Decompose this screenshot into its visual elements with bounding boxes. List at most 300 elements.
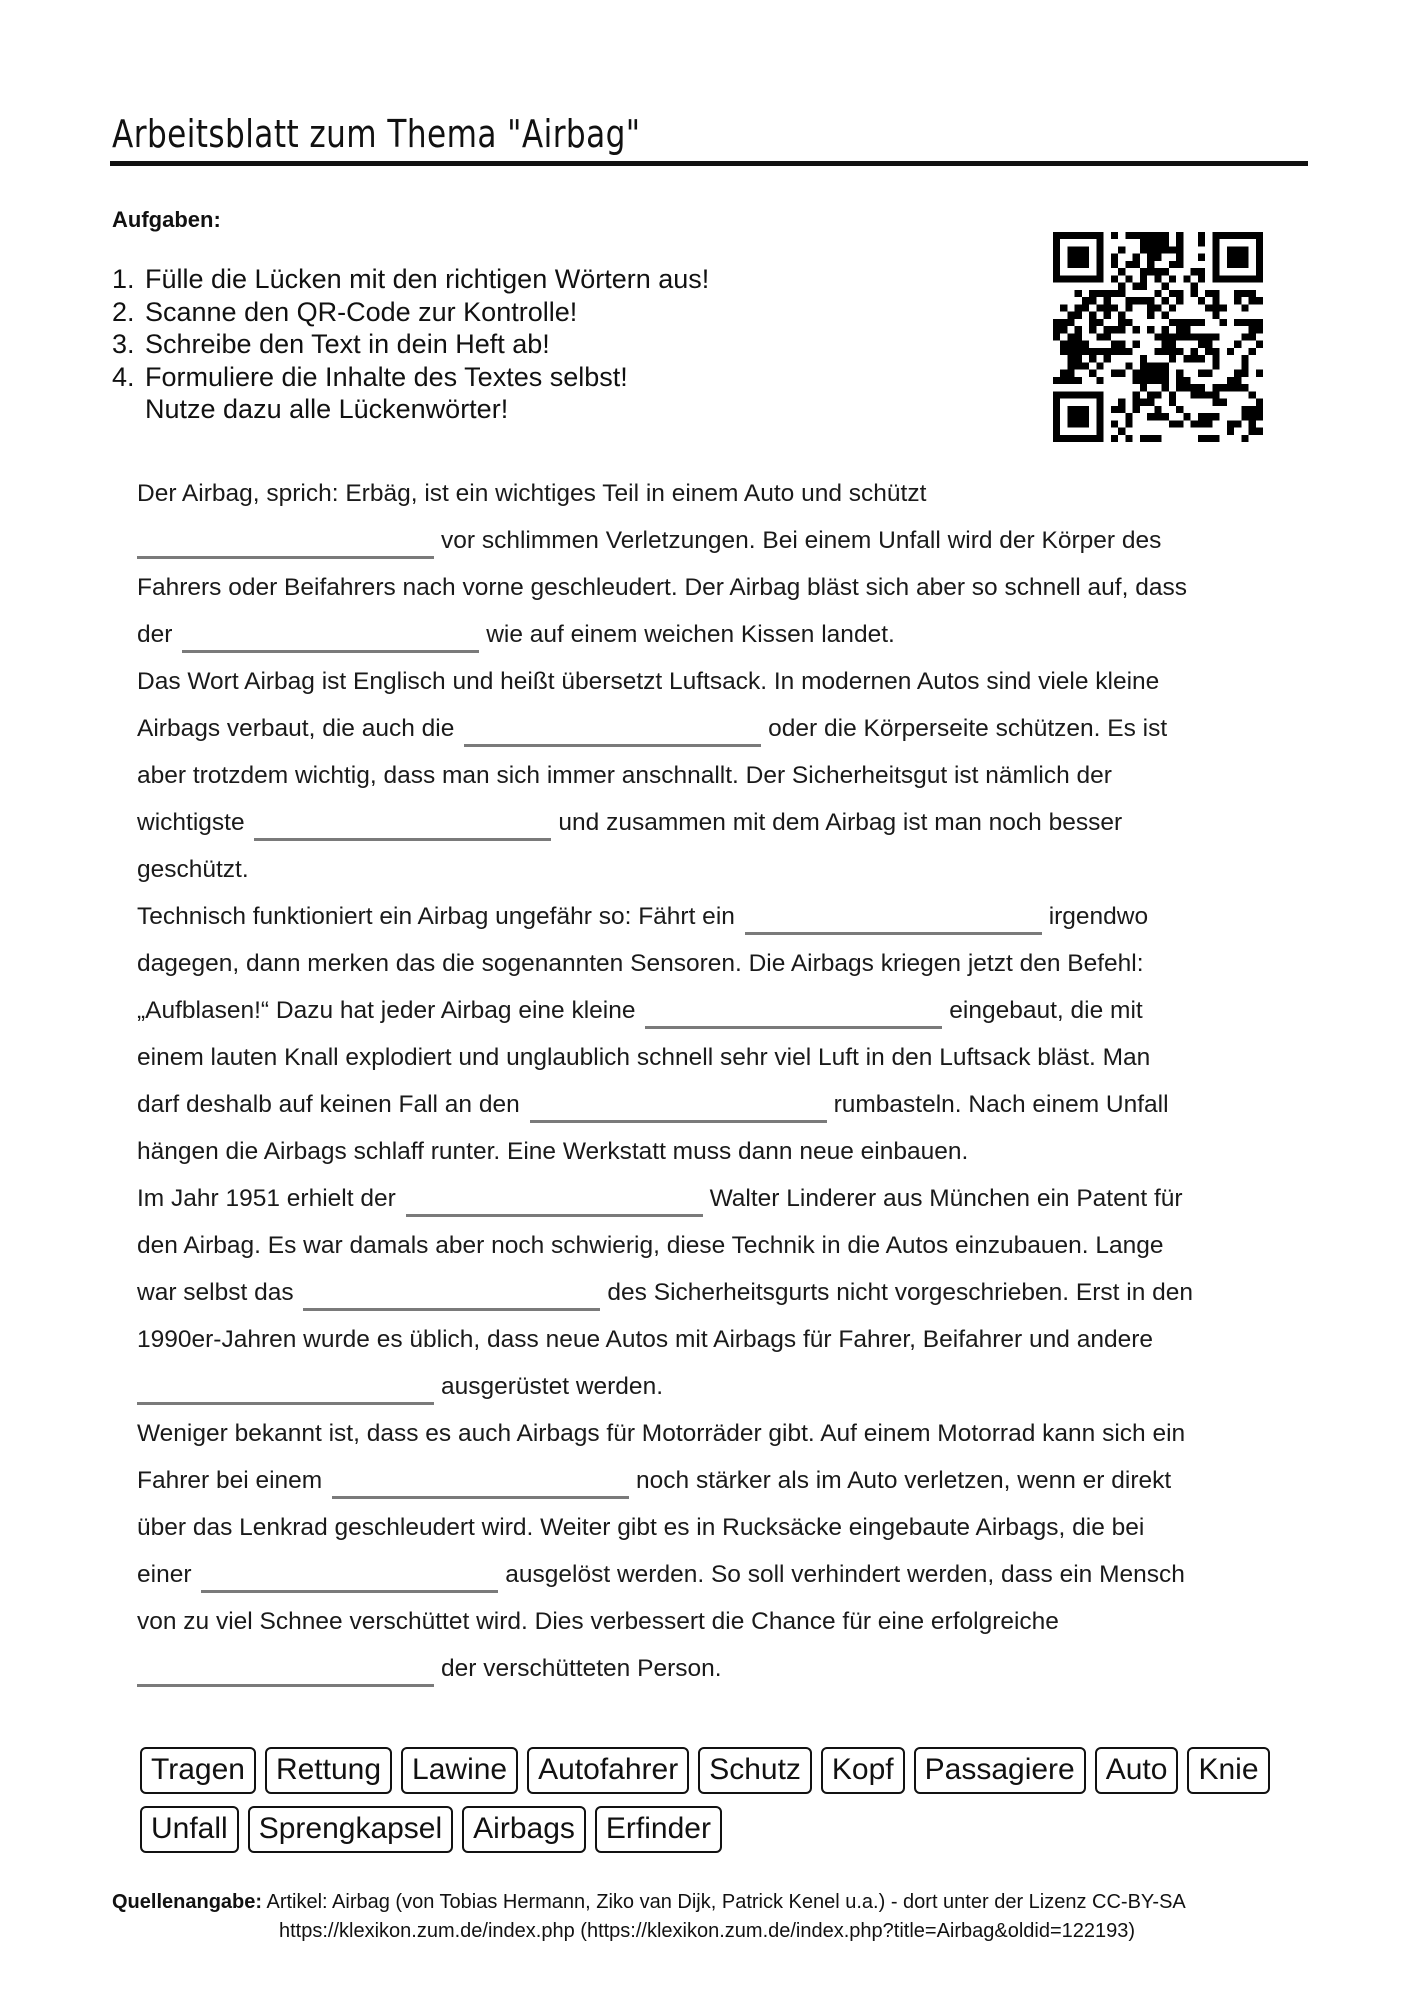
qr-module	[1205, 341, 1212, 348]
qr-module	[1234, 275, 1241, 282]
qr-code[interactable]	[1053, 232, 1263, 442]
qr-module	[1256, 370, 1263, 377]
blank-field[interactable]	[254, 809, 551, 841]
qr-module	[1147, 239, 1154, 246]
qr-module	[1118, 283, 1125, 290]
qr-module	[1205, 290, 1212, 297]
qr-module	[1183, 326, 1190, 333]
qr-module	[1089, 290, 1096, 297]
text-line: Fahrers oder Beifahrers nach vorne geschleudert. Der Airbag bläst sich aber so schnell auf, dass	[137, 574, 1187, 601]
word-bank-row	[140, 1806, 1280, 1853]
qr-module	[1133, 377, 1140, 384]
qr-module	[1183, 413, 1190, 420]
text-line: der wie auf einem weichen Kissen landet.	[137, 611, 1307, 658]
qr-module	[1104, 333, 1111, 340]
qr-module	[1241, 370, 1248, 377]
task-item: 3. Schreibe den Text in dein Heft ab!	[112, 329, 550, 359]
qr-module	[1198, 384, 1205, 391]
word-chip[interactable]: Tragen	[140, 1747, 256, 1794]
qr-module	[1249, 232, 1256, 239]
qr-module	[1096, 254, 1103, 261]
qr-module	[1075, 406, 1082, 413]
qr-module	[1183, 319, 1190, 326]
blank-field[interactable]	[745, 903, 1042, 935]
task-item: 2. Scanne den QR-Code zur Kontrolle!	[112, 296, 578, 327]
qr-module	[1075, 304, 1082, 311]
qr-module	[1111, 406, 1118, 413]
qr-module	[1067, 232, 1074, 239]
qr-module	[1191, 355, 1198, 362]
qr-module	[1154, 391, 1161, 398]
qr-module	[1118, 370, 1125, 377]
text-line: darf deshalb auf keinen Fall an den rumbasteln. Nach einem Unfall	[137, 1081, 1307, 1128]
qr-module	[1075, 326, 1082, 333]
qr-module	[1140, 399, 1147, 406]
qr-module	[1096, 406, 1103, 413]
qr-module	[1241, 413, 1248, 420]
qr-module	[1198, 370, 1205, 377]
qr-module	[1234, 370, 1241, 377]
blank-field[interactable]	[303, 1279, 600, 1311]
qr-module	[1198, 391, 1205, 398]
qr-module	[1089, 326, 1096, 333]
qr-module	[1067, 435, 1074, 442]
text-line: den Airbag. Es war damals aber noch schwierig, diese Technik in die Autos einzubauen. Lange	[137, 1232, 1164, 1259]
qr-module	[1198, 341, 1205, 348]
qr-module	[1082, 297, 1089, 304]
qr-module	[1140, 355, 1147, 362]
word-chip[interactable]: Sprengkapsel	[248, 1806, 453, 1853]
word-chip[interactable]: Schutz	[698, 1747, 812, 1794]
word-chip[interactable]: Unfall	[140, 1806, 239, 1853]
task-item: 1. Fülle die Lücken mit den richtigen Wörtern aus!	[112, 264, 710, 294]
source-label: Quellenangabe:	[112, 1891, 263, 1913]
qr-module	[1096, 232, 1103, 239]
blank-field[interactable]	[137, 527, 434, 559]
qr-module	[1075, 333, 1082, 340]
qr-module	[1256, 239, 1263, 246]
qr-module	[1249, 391, 1256, 398]
qr-module	[1060, 377, 1067, 384]
qr-module	[1183, 384, 1190, 391]
qr-module	[1227, 261, 1234, 268]
qr-module	[1162, 341, 1169, 348]
text-line: ausgerüstet werden.	[137, 1363, 1307, 1410]
qr-module	[1162, 239, 1169, 246]
qr-module	[1075, 348, 1082, 355]
text-line: wichtigste und zusammen mit dem Airbag ist man noch besser	[137, 799, 1307, 846]
qr-module	[1067, 391, 1074, 398]
qr-module	[1212, 254, 1219, 261]
qr-module	[1111, 232, 1118, 239]
blank-field[interactable]	[137, 1655, 434, 1687]
blank-field[interactable]	[530, 1091, 827, 1123]
qr-module	[1111, 261, 1118, 268]
blank-field[interactable]	[182, 621, 479, 653]
qr-module	[1096, 290, 1103, 297]
qr-module	[1154, 275, 1161, 282]
qr-module	[1212, 312, 1219, 319]
qr-module	[1075, 391, 1082, 398]
qr-module	[1147, 246, 1154, 253]
qr-module	[1096, 246, 1103, 253]
qr-module	[1147, 254, 1154, 261]
qr-module	[1162, 370, 1169, 377]
qr-module	[1147, 261, 1154, 268]
tasks-heading: Aufgaben:	[112, 207, 221, 232]
qr-module	[1191, 319, 1198, 326]
qr-module	[1234, 341, 1241, 348]
qr-module	[1111, 326, 1118, 333]
word-chip[interactable]: Passagiere	[914, 1747, 1086, 1794]
qr-module	[1249, 420, 1256, 427]
qr-module	[1212, 239, 1219, 246]
qr-module	[1241, 362, 1248, 369]
qr-module	[1053, 232, 1060, 239]
qr-module	[1089, 370, 1096, 377]
qr-module	[1067, 261, 1074, 268]
qr-module	[1111, 275, 1118, 282]
blank-field[interactable]	[332, 1467, 629, 1499]
qr-module	[1154, 413, 1161, 420]
blank-field[interactable]	[137, 1373, 434, 1405]
qr-module	[1212, 413, 1219, 420]
qr-module	[1133, 254, 1140, 261]
qr-module	[1205, 333, 1212, 340]
qr-module	[1234, 384, 1241, 391]
qr-module	[1249, 297, 1256, 304]
cloze-text	[137, 470, 1307, 1692]
qr-module	[1176, 239, 1183, 246]
qr-module	[1067, 420, 1074, 427]
qr-module	[1191, 391, 1198, 398]
qr-module	[1256, 261, 1263, 268]
qr-module	[1169, 261, 1176, 268]
qr-module	[1125, 420, 1132, 427]
word-chip[interactable]: Airbags	[462, 1806, 586, 1853]
word-chip[interactable]: Kopf	[821, 1747, 905, 1794]
qr-module	[1249, 406, 1256, 413]
qr-module	[1067, 246, 1074, 253]
qr-module	[1125, 413, 1132, 420]
text-line: einem lauten Knall explodiert und unglaublich schnell sehr viel Luft in den Luftsack bläst. Man	[137, 1044, 1151, 1071]
blank-field[interactable]	[406, 1185, 703, 1217]
qr-module	[1133, 283, 1140, 290]
qr-module	[1111, 348, 1118, 355]
qr-module	[1053, 333, 1060, 340]
qr-module	[1234, 254, 1241, 261]
qr-module	[1067, 341, 1074, 348]
qr-module	[1234, 290, 1241, 297]
word-chip[interactable]: Rettung	[265, 1747, 392, 1794]
qr-module	[1075, 254, 1082, 261]
qr-module	[1205, 420, 1212, 427]
qr-module	[1249, 290, 1256, 297]
qr-module	[1212, 362, 1219, 369]
qr-module	[1075, 312, 1082, 319]
qr-module	[1125, 362, 1132, 369]
qr-module	[1198, 333, 1205, 340]
qr-module	[1227, 275, 1234, 282]
text-line: aber trotzdem wichtig, dass man sich immer anschnallt. Der Sicherheitsgut ist nämlich der	[137, 762, 1112, 789]
qr-module	[1256, 326, 1263, 333]
qr-module	[1176, 290, 1183, 297]
source-line: Artikel: Airbag (von Tobias Hermann, Ziko van Dijk, Patrick Kenel u.a.) - dort unter der Lizenz CC-BY-SA	[266, 1891, 1186, 1913]
qr-module	[1154, 290, 1161, 297]
qr-module	[1169, 391, 1176, 398]
qr-module	[1241, 275, 1248, 282]
qr-module	[1125, 435, 1132, 442]
qr-module	[1234, 297, 1241, 304]
qr-module	[1082, 406, 1089, 413]
qr-module	[1249, 326, 1256, 333]
qr-module	[1241, 261, 1248, 268]
qr-module	[1082, 413, 1089, 420]
qr-module	[1060, 304, 1067, 311]
qr-module	[1096, 319, 1103, 326]
qr-module	[1147, 304, 1154, 311]
qr-module	[1220, 275, 1227, 282]
qr-module	[1147, 326, 1154, 333]
qr-module	[1075, 413, 1082, 420]
qr-module	[1249, 333, 1256, 340]
qr-module	[1205, 304, 1212, 311]
qr-module	[1118, 312, 1125, 319]
word-chip[interactable]: Autofahrer	[527, 1747, 689, 1794]
qr-module	[1256, 341, 1263, 348]
qr-module	[1082, 348, 1089, 355]
qr-module	[1154, 268, 1161, 275]
qr-module	[1241, 319, 1248, 326]
qr-module	[1111, 420, 1118, 427]
qr-module	[1256, 406, 1263, 413]
qr-module	[1104, 326, 1111, 333]
qr-module	[1067, 319, 1074, 326]
qr-module	[1234, 246, 1241, 253]
qr-module	[1060, 370, 1067, 377]
qr-module	[1162, 413, 1169, 420]
qr-module	[1096, 362, 1103, 369]
word-chip[interactable]: Knie	[1187, 1747, 1269, 1794]
qr-module	[1162, 326, 1169, 333]
qr-module	[1125, 304, 1132, 311]
qr-module	[1241, 384, 1248, 391]
qr-module	[1140, 362, 1147, 369]
source-url[interactable]: https://klexikon.zum.de/index.php (https://klexikon.zum.de/index.php?title=Airbag&oldid=122193)	[279, 1920, 1136, 1942]
qr-module	[1118, 341, 1125, 348]
qr-module	[1162, 384, 1169, 391]
qr-module	[1111, 341, 1118, 348]
qr-module	[1104, 312, 1111, 319]
qr-module	[1198, 435, 1205, 442]
qr-module	[1227, 254, 1234, 261]
qr-module	[1147, 370, 1154, 377]
qr-module	[1089, 348, 1096, 355]
qr-module	[1205, 391, 1212, 398]
qr-module	[1249, 428, 1256, 435]
qr-module	[1241, 355, 1248, 362]
task-item-continuation: Nutze dazu alle Lückenwörter!	[145, 394, 509, 424]
qr-module	[1227, 377, 1234, 384]
qr-module	[1082, 362, 1089, 369]
source-citation	[112, 1888, 1186, 1946]
qr-module	[1140, 275, 1147, 282]
qr-module	[1125, 275, 1132, 282]
qr-module	[1053, 377, 1060, 384]
qr-module	[1227, 246, 1234, 253]
qr-module	[1053, 399, 1060, 406]
qr-module	[1249, 275, 1256, 282]
qr-module	[1140, 239, 1147, 246]
qr-module	[1147, 232, 1154, 239]
qr-module	[1053, 254, 1060, 261]
qr-module	[1198, 232, 1205, 239]
qr-module	[1067, 413, 1074, 420]
qr-module	[1111, 290, 1118, 297]
text-line: der verschütteten Person.	[137, 1645, 1307, 1692]
qr-module	[1176, 348, 1183, 355]
qr-module	[1060, 391, 1067, 398]
qr-module	[1075, 275, 1082, 282]
qr-module	[1191, 384, 1198, 391]
qr-module	[1191, 268, 1198, 275]
qr-module	[1198, 420, 1205, 427]
qr-module	[1140, 283, 1147, 290]
qr-module	[1176, 370, 1183, 377]
qr-module	[1125, 261, 1132, 268]
qr-module	[1198, 319, 1205, 326]
qr-module	[1256, 254, 1263, 261]
qr-module	[1162, 362, 1169, 369]
qr-module	[1053, 406, 1060, 413]
word-chip[interactable]: Erfinder	[595, 1806, 722, 1853]
qr-module	[1082, 275, 1089, 282]
qr-module	[1147, 391, 1154, 398]
blank-field[interactable]	[464, 715, 761, 747]
qr-module	[1176, 377, 1183, 384]
qr-module	[1140, 268, 1147, 275]
qr-module	[1082, 246, 1089, 253]
qr-module	[1104, 297, 1111, 304]
qr-module	[1198, 355, 1205, 362]
qr-module	[1198, 239, 1205, 246]
text-line: Airbags verbaut, die auch die oder die Körperseite schützen. Es ist	[137, 705, 1307, 752]
qr-module	[1133, 399, 1140, 406]
qr-module	[1212, 261, 1219, 268]
qr-module	[1234, 232, 1241, 239]
qr-module	[1191, 348, 1198, 355]
qr-module	[1111, 304, 1118, 311]
qr-module	[1118, 428, 1125, 435]
qr-module	[1162, 283, 1169, 290]
qr-module	[1154, 370, 1161, 377]
qr-module	[1118, 399, 1125, 406]
qr-module	[1118, 268, 1125, 275]
qr-module	[1053, 275, 1060, 282]
qr-module	[1089, 232, 1096, 239]
qr-module	[1212, 391, 1219, 398]
qr-module	[1176, 333, 1183, 340]
blank-field[interactable]	[645, 997, 942, 1029]
qr-module	[1241, 435, 1248, 442]
qr-module	[1169, 355, 1176, 362]
qr-module	[1205, 413, 1212, 420]
qr-module	[1082, 435, 1089, 442]
page-title: Arbeitsblatt zum Thema "Airbag"	[112, 112, 641, 156]
qr-module	[1176, 420, 1183, 427]
blank-field[interactable]	[201, 1561, 498, 1593]
qr-module	[1154, 232, 1161, 239]
qr-module	[1140, 246, 1147, 253]
qr-module	[1212, 297, 1219, 304]
qr-module	[1089, 355, 1096, 362]
qr-module	[1111, 370, 1118, 377]
qr-module	[1234, 319, 1241, 326]
qr-module	[1067, 275, 1074, 282]
qr-module	[1212, 355, 1219, 362]
qr-module	[1162, 348, 1169, 355]
qr-module	[1154, 348, 1161, 355]
qr-module	[1147, 435, 1154, 442]
qr-module	[1198, 254, 1205, 261]
qr-module	[1256, 246, 1263, 253]
qr-module	[1212, 290, 1219, 297]
qr-module	[1067, 377, 1074, 384]
qr-module	[1169, 399, 1176, 406]
word-chip[interactable]: Lawine	[401, 1747, 518, 1794]
text-line: war selbst das des Sicherheitsgurts nicht vorgeschrieben. Erst in den	[137, 1269, 1307, 1316]
qr-module	[1191, 333, 1198, 340]
qr-module	[1082, 261, 1089, 268]
qr-module	[1169, 319, 1176, 326]
qr-module	[1220, 399, 1227, 406]
text-line: hängen die Airbags schlaff runter. Eine Werkstatt muss dann neue einbauen.	[137, 1138, 969, 1165]
qr-module	[1256, 399, 1263, 406]
qr-module	[1082, 391, 1089, 398]
qr-module	[1082, 341, 1089, 348]
title-rule	[110, 161, 1308, 166]
text-line: vor schlimmen Verletzungen. Bei einem Unfall wird der Körper des	[137, 517, 1307, 564]
qr-module	[1053, 268, 1060, 275]
qr-module	[1154, 246, 1161, 253]
qr-module	[1060, 348, 1067, 355]
word-chip[interactable]: Auto	[1095, 1747, 1179, 1794]
qr-module	[1111, 435, 1118, 442]
qr-module	[1198, 268, 1205, 275]
task-list	[112, 263, 709, 426]
qr-module	[1089, 319, 1096, 326]
qr-module	[1227, 420, 1234, 427]
qr-module	[1096, 261, 1103, 268]
qr-module	[1096, 348, 1103, 355]
qr-module	[1169, 275, 1176, 282]
qr-module	[1256, 275, 1263, 282]
qr-module	[1220, 304, 1227, 311]
qr-module	[1082, 304, 1089, 311]
qr-module	[1096, 304, 1103, 311]
qr-module	[1154, 304, 1161, 311]
qr-module	[1111, 254, 1118, 261]
qr-module	[1162, 333, 1169, 340]
qr-module	[1140, 377, 1147, 384]
qr-module	[1154, 333, 1161, 340]
qr-module	[1104, 290, 1111, 297]
qr-module	[1147, 413, 1154, 420]
text-line: geschützt.	[137, 856, 249, 883]
qr-module	[1067, 254, 1074, 261]
qr-module	[1147, 377, 1154, 384]
qr-module	[1075, 290, 1082, 297]
